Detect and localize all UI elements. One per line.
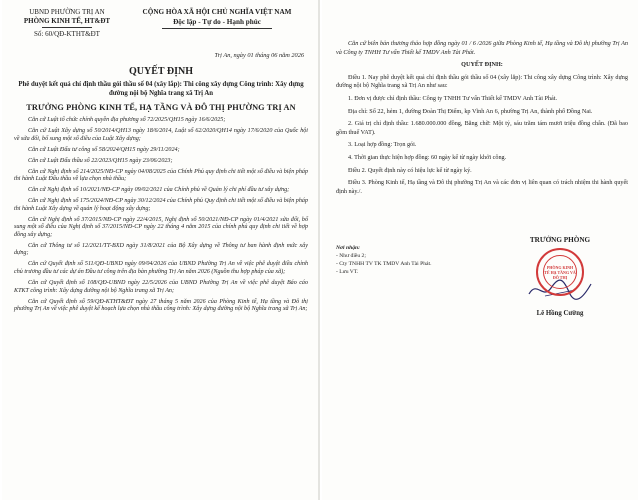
decision-title: QUYẾT ĐỊNH [129, 66, 193, 77]
underline [42, 27, 92, 28]
page-divider [318, 0, 320, 500]
basis-paragraph: Căn cứ Quyết định số 108/QĐ-UBND ngày 22/5/2026 của UBND Phường Trị An về việc phê duyệt Báo cáo KTKT công trình: Xây dựng đường nội bộ Nghĩa trang xã Trị An; [14, 280, 308, 294]
legal-basis [14, 117, 308, 317]
recipients-label: Nơi nhận: [336, 245, 360, 251]
decision-body [336, 40, 628, 200]
agency-block [12, 8, 122, 39]
intro-paragraph: Căn cứ biên bản thương thảo hợp đồng ngày 01 / 6 /2026 giữa Phòng Kinh tế, Hạ tầng và Đô thị phường Trị An và Công ty TNHH Tư vấn Thiết kế TMDV Anh Tài Phát. [336, 40, 628, 56]
decision-subtitle: Phê duyệt kết quả chỉ định thầu gói thầu số 04 (xây lắp): Thi công xây dựng Công trình: Xây dựng đường nội bộ Nghĩa trang xã Trị An [18, 81, 304, 97]
article-1-item: 1. Đơn vị được chỉ định thầu: Công ty TNHH Tư vấn Thiết kế TMDV Anh Tài Phát. [348, 94, 558, 102]
signature-block [490, 236, 630, 317]
basis-paragraph: Căn cứ Nghị định số 10/2021/NĐ-CP ngày 09/02/2021 của Chính phủ về Quản lý chi phí đầu tư xây dựng; [28, 187, 290, 194]
article-3: Điều 3. Phòng Kinh tế, Hạ tầng và Đô thị phường Trị An và các đơn vị liên quan có trách nhiệm thi hành quyết định này./. [336, 179, 628, 195]
article-1-address: Địa chỉ: Số 22, hẻm 1, đường Đoàn Thị Điểm, kp Vĩnh An 6, phường Trị An, thành phố Đồng Nai. [348, 107, 593, 115]
underline [162, 28, 272, 29]
basis-paragraph: Căn cứ Luật Đấu tư công số 58/2024/QH15 ngày 29/11/2024; [28, 146, 180, 153]
basis-paragraph: Căn cứ Nghị định số 214/2025/NĐ-CP ngày 04/08/2025 của Chính Phủ quy định chi tiết một số điều và biện pháp thi hành Luật Đấu thầu về lựa chọn nhà thầu; [14, 168, 308, 183]
basis-paragraph: Căn cứ Luật Đấu thầu số 22/2023/QH15 ngày 23/06/2023; [28, 157, 173, 164]
article-1-item: 3. Loại hợp đồng: Trọn gói. [348, 141, 417, 149]
article-1-item: 2. Giá trị chỉ định thầu: 1.680.000.000 đồng, Bằng chữ: Một tỷ, sáu trăm tám mươi triệu đồng chẵn. (Đã bao gồm thuế VAT). [336, 120, 628, 136]
official-stamp [536, 248, 584, 296]
basis-paragraph: Căn cứ Nghị định số 175/2024/NĐ-CP ngày 30/12/2024 của Chính phủ Quy định chi tiết một số điều và biện pháp thi hành Luật Xây dựng về quản lý hoạt động xây dựng; [14, 198, 308, 212]
motto: Độc lập - Tự do - Hạnh phúc [173, 17, 261, 26]
agency-line: UBND PHƯỜNG TRỊ AN [29, 8, 105, 16]
agency-line: PHÒNG KINH TẾ, HT&ĐT [23, 17, 111, 25]
recipient-item: - Như điều 2; [336, 253, 366, 259]
document-header [12, 8, 310, 48]
recipient-item: - Lưu VT. [336, 269, 359, 275]
stamp-text: PHÒNG KINH TẾ HẠ TẦNG VÀ ĐÔ THỊ [544, 264, 576, 280]
issuing-org: TRƯỞNG PHÒNG KINH TẾ, HẠ TẦNG VÀ ĐÔ THỊ PHƯỜNG TRỊ AN [26, 103, 296, 112]
basis-paragraph: Căn cứ Nghị định số 37/2015/NĐ-CP ngày 22/4/2015, Nghị định số 50/2021/NĐ-CP ngày 01/4/2021 sửa đổi, bổ sung một số điều của Nghị định số 37/2015/NĐ-CP ngày 22 tháng 4 năm 2015 của chính phủ quy định chi tiết về hợp đồng xây dựng; [14, 216, 308, 238]
nation-title: CỘNG HÒA XÃ HỘI CHỦ NGHĨA VIỆT NAM [142, 8, 292, 16]
signer-title: TRƯỞNG PHÒNG [529, 236, 591, 244]
recipients-block [336, 244, 486, 276]
article-2: Điều 2. Quyết định này có hiệu lực kể từ ngày ký. [348, 166, 472, 174]
basis-paragraph: Căn cứ Thông tư số 12/2021/TT-BXD ngày 31/8/2021 của Bộ Xây dựng về Thông tư ban hành định mức xây dựng; [14, 242, 308, 257]
page-left [2, 0, 318, 500]
article-1-item: 4. Thời gian thực hiện hợp đồng: 60 ngày kể từ ngày khởi công. [348, 153, 507, 161]
decide-heading: QUYẾT ĐỊNH: [461, 61, 503, 69]
page-right [322, 0, 638, 500]
basis-paragraph: Căn cứ Luật tổ chức chính quyền địa phương số 72/2025/QH15 ngày 16/6/2025; [28, 117, 226, 123]
basis-paragraph: Căn cứ Quyết định số 511/QĐ-UBND ngày 09/04/2026 của UBND Phường Trị An về việc phê duyệt điều chỉnh chủ trương đầu tư các dự án Đầu tư công trên địa bàn phường Trị An năm 2026 (Nguồn thu hợp pháp của xã); [14, 261, 308, 276]
doc-date: Trị An, ngày 01 tháng 06 năm 2026 [214, 52, 304, 59]
doc-number: Số: 60/QĐ-KTHT&ĐT [34, 30, 100, 38]
signer-name: Lê Hồng Cường [536, 310, 584, 317]
nation-block [124, 8, 310, 31]
basis-paragraph: Căn cứ Luật Xây dựng số 50/2014/QH13 ngày 18/6/2014, Luật số 62/2020/QH14 ngày 17/6/2020 của Quốc hội về sửa đổi, bổ sung một số điều của Luật Xây dựng; [14, 127, 308, 142]
article-1: Điều 1. Nay phê duyệt kết quả chỉ định thầu gói thầu số 04 (xây lắp): Thi công xây dựng Công trình: Xây dựng đường nội bộ Nghĩa trang xã Trị An như sau: [336, 73, 628, 90]
recipient-item: - Cty TNHH TV TK TMDV Anh Tài Phát. [336, 261, 432, 267]
basis-paragraph: Căn cứ Quyết định số 59/QĐ-KTHT&ĐT ngày 27 tháng 5 năm 2026 của Phòng Kinh tế, Hạ tầng và Đô thị phường Trị An về việc phê duyệt kế hoạch lựa chọn nhà thầu công trình: Xây dựng đường nội bộ Nghĩa trang xã Trị An; [14, 298, 308, 313]
